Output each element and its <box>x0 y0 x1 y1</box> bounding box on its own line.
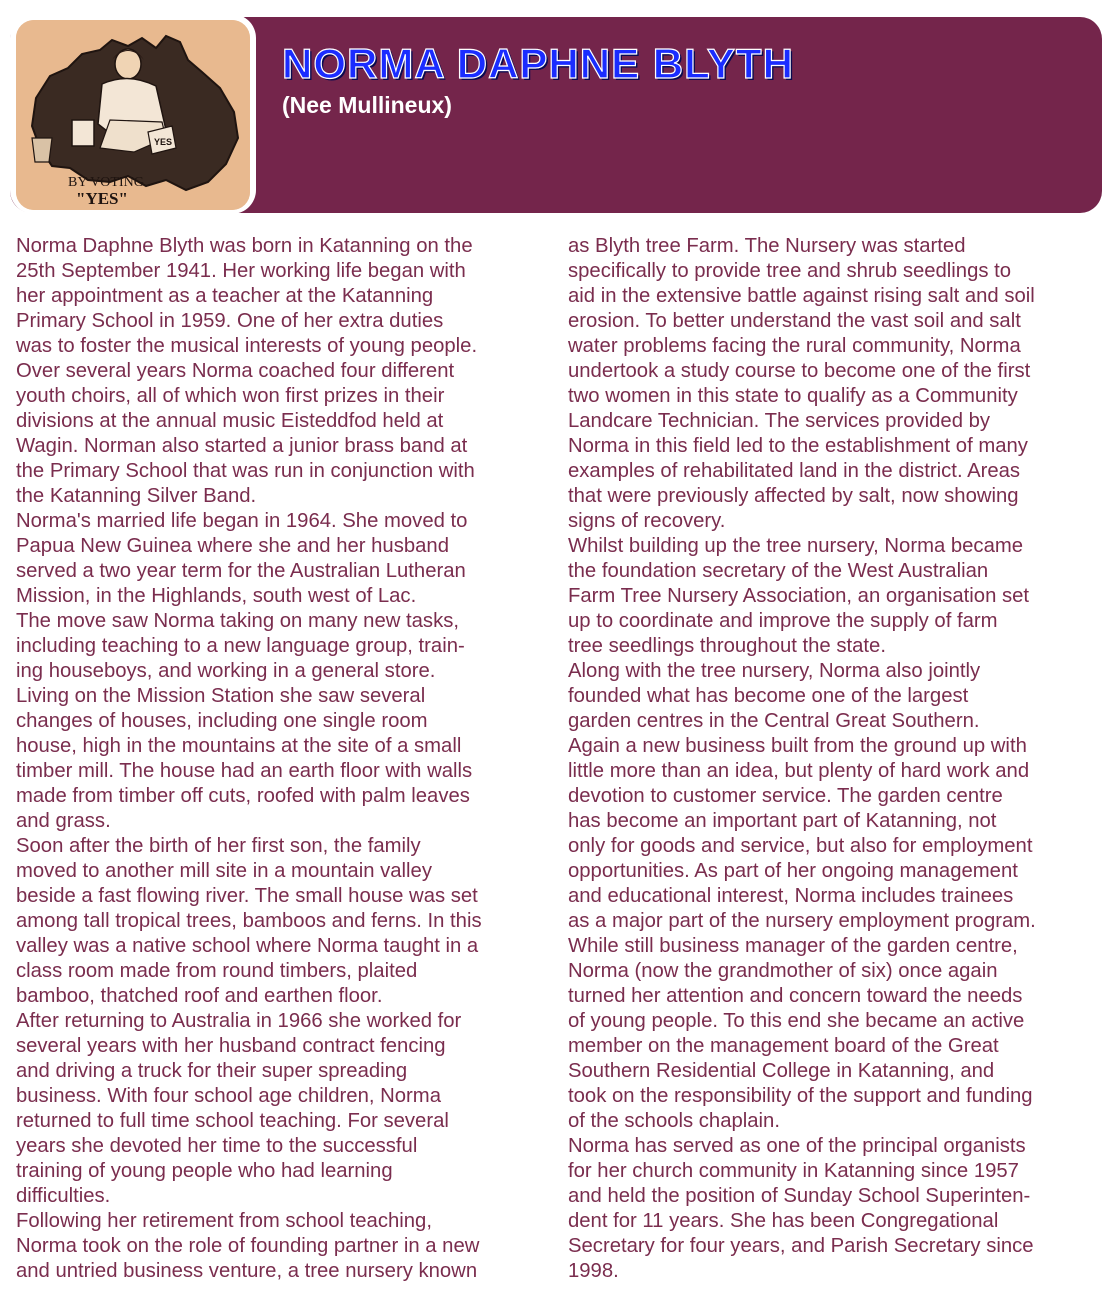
text-line: tree seedlings throughout the state. <box>568 635 886 657</box>
text-line: several years with her husband contract fencing <box>16 1035 446 1057</box>
left-text-column <box>16 234 548 1284</box>
text-line: and educational interest, Norma includes trainees <box>568 885 1014 907</box>
text-line: years she devoted her time to the successful <box>16 1135 418 1157</box>
text-line: signs of recovery. <box>568 510 726 532</box>
text-line: Again a new business built from the ground up with <box>568 735 1027 757</box>
text-line: water problems facing the rural community, Norma <box>568 335 1021 357</box>
text-line: timber mill. The house had an earth floor with walls <box>16 760 473 782</box>
text-line: her appointment as a teacher at the Katanning <box>16 285 434 307</box>
svg-text:YES: YES <box>154 137 173 147</box>
text-line: including teaching to a new language group, train- <box>16 635 465 657</box>
logo-caption-line1: BY VOTING <box>68 175 144 190</box>
text-line: Papua New Guinea where she and her husband <box>16 535 449 557</box>
page-title: NORMA DAPHNE BLYTH <box>282 40 794 87</box>
text-line: of young people. To this end she became an active <box>568 1010 1025 1032</box>
text-line: among tall tropical trees, bamboos and ferns. In this <box>16 910 482 932</box>
text-line: Norma (now the grandmother of six) once again <box>568 960 998 982</box>
text-line: turned her attention and concern toward the needs <box>568 985 1023 1007</box>
text-line: Soon after the birth of her first son, the family <box>16 835 421 857</box>
text-line: undertook a study course to become one of the first <box>568 360 1031 382</box>
text-line: Mission, in the Highlands, south west of Lac. <box>16 585 417 607</box>
text-line: Primary School in 1959. One of her extra duties <box>16 310 444 332</box>
text-line: two women in this state to qualify as a Community <box>568 385 1018 407</box>
text-line: Norma in this field led to the establishment of many <box>568 435 1028 457</box>
text-line: has become an important part of Katanning, not <box>568 810 997 832</box>
text-line: the Primary School that was run in conjunction with <box>16 460 475 482</box>
text-line: Following her retirement from school teaching, <box>16 1210 432 1232</box>
logo-caption-line2: "YES" <box>76 189 128 208</box>
text-line: erosion. To better understand the vast soil and salt <box>568 310 1021 332</box>
text-line: was to foster the musical interests of young people. <box>16 335 478 357</box>
text-line: only for goods and service, but also for employment <box>568 835 1033 857</box>
text-line: Landcare Technician. The services provided by <box>568 410 991 432</box>
text-line: business. With four school age children, Norma <box>16 1085 441 1107</box>
text-line: opportunities. As part of her ongoing management <box>568 860 1018 882</box>
text-line: founded what has become one of the largest <box>568 685 969 707</box>
text-line: changes of houses, including one single room <box>16 710 428 732</box>
text-line: and held the position of Sunday School Superinten- <box>568 1185 1031 1207</box>
text-line: house, high in the mountains at the site of a small <box>16 735 462 757</box>
text-line: While still business manager of the garden centre, <box>568 935 1018 957</box>
text-line: made from timber off cuts, roofed with palm leaves <box>16 785 470 807</box>
text-line: Norma took on the role of founding partner in a new <box>16 1235 480 1257</box>
text-line: returned to full time school teaching. For several <box>16 1110 449 1132</box>
text-line: ing houseboys, and working in a general store. <box>16 660 436 682</box>
text-line: Norma has served as one of the principal organists <box>568 1135 1026 1157</box>
text-line: class room made from round timbers, plaited <box>16 960 418 982</box>
text-line: Secretary for four years, and Parish Secretary since <box>568 1235 1034 1257</box>
text-line: and untried business venture, a tree nursery known <box>16 1260 478 1282</box>
text-line: Farm Tree Nursery Association, an organisation set <box>568 585 1030 607</box>
text-line: up to coordinate and improve the supply of farm <box>568 610 998 632</box>
text-line: examples of rehabilitated land in the district. Areas <box>568 460 1021 482</box>
text-line: Over several years Norma coached four different <box>16 360 455 382</box>
text-line: bamboo, thatched roof and earthen floor. <box>16 985 383 1007</box>
text-line: and grass. <box>16 810 111 832</box>
text-line: difficulties. <box>16 1185 111 1207</box>
text-line: and driving a truck for their super spreading <box>16 1060 408 1082</box>
text-line: the Katanning Silver Band. <box>16 485 257 507</box>
text-line: Norma Daphne Blyth was born in Katanning on the <box>16 235 473 257</box>
text-line: for her church community in Katanning since 1957 <box>568 1160 1019 1182</box>
text-line: youth choirs, all of which won first prizes in their <box>16 385 445 407</box>
text-line: of the schools chaplain. <box>568 1110 780 1132</box>
text-line: Wagin. Norman also started a junior brass band at <box>16 435 468 457</box>
text-line: Living on the Mission Station she saw several <box>16 685 426 707</box>
text-line: dent for 11 years. She has been Congregational <box>568 1210 999 1232</box>
text-line: as Blyth tree Farm. The Nursery was started <box>568 235 966 257</box>
text-line: aid in the extensive battle against rising salt and soil <box>568 285 1035 307</box>
text-line: moved to another mill site in a mountain valley <box>16 860 432 882</box>
text-line: Whilst building up the tree nursery, Norma became <box>568 535 1024 557</box>
text-line: 1998. <box>568 1260 619 1282</box>
text-line: member on the management board of the Great <box>568 1035 999 1057</box>
text-line: served a two year term for the Australian Lutheran <box>16 560 466 582</box>
text-line: 25th September 1941. Her working life began with <box>16 260 466 282</box>
text-line: Along with the tree nursery, Norma also jointly <box>568 660 981 682</box>
text-line: garden centres in the Central Great Southern. <box>568 710 980 732</box>
text-line: training of young people who had learning <box>16 1160 393 1182</box>
text-line: divisions at the annual music Eisteddfod held at <box>16 410 444 432</box>
page-subtitle: (Nee Mullineux) <box>282 92 452 118</box>
text-line: specifically to provide tree and shrub seedlings to <box>568 260 1012 282</box>
by-voting-yes-poster-icon <box>16 20 250 210</box>
text-line: Southern Residential College in Katanning, and <box>568 1060 995 1082</box>
text-line: beside a fast flowing river. The small house was set <box>16 885 478 907</box>
text-line: little more than an idea, but plenty of hard work and <box>568 760 1030 782</box>
text-line: The move saw Norma taking on many new tasks, <box>16 610 459 632</box>
text-line: as a major part of the nursery employment program. <box>568 910 1036 932</box>
text-line: that were previously affected by salt, now showing <box>568 485 1019 507</box>
text-line: After returning to Australia in 1966 she worked for <box>16 1010 462 1032</box>
text-line: valley was a native school where Norma taught in a <box>16 935 479 957</box>
text-line: Norma's married life began in 1964. She moved to <box>16 510 468 532</box>
right-text-column <box>568 234 1104 1284</box>
text-line: took on the responsibility of the support and funding <box>568 1085 1033 1107</box>
text-line: the foundation secretary of the West Australian <box>568 560 989 582</box>
text-line: devotion to customer service. The garden centre <box>568 785 1003 807</box>
